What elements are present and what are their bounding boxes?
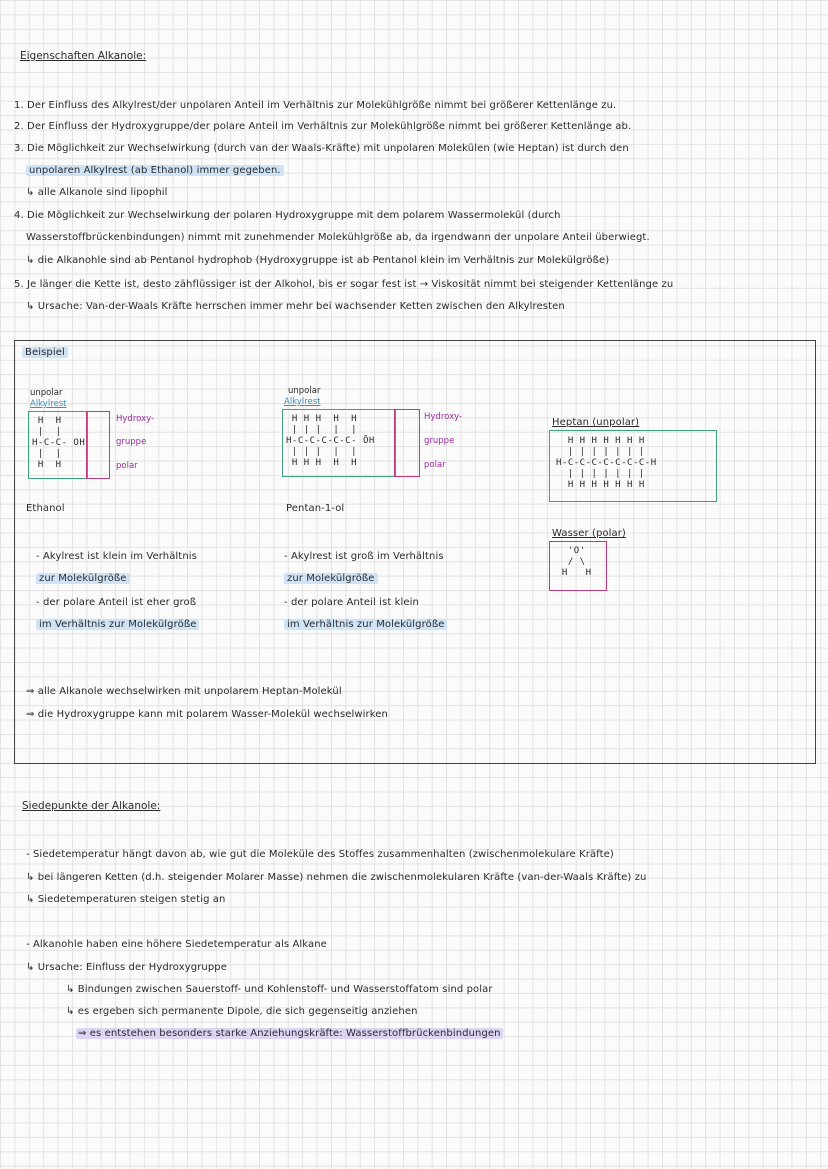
boiling-point-2-polar: ↳ Bindungen zwischen Sauerstoff- und Kohlenstoff- und Wasserstoffatom sind polar [66, 984, 493, 995]
ethanol-unpolar-label: unpolar [30, 388, 63, 398]
point-2: 2. Der Einfluss der Hydroxygruppe/der polare Anteil im Verhältnis zur Molekühlgröße nimmt bei größerer Kettenlänge ab. [14, 121, 632, 132]
boiling-point-2: - Alkanohle haben eine höhere Siedetemperatur als Alkane [26, 939, 327, 950]
point-3: 3. Die Möglichkeit zur Wechselwirkung (durch van der Waals-Kräfte) mit unpolaren Molekülen (wie Heptan) ist durch den [14, 143, 629, 154]
point-3-cont [26, 165, 284, 177]
section-heading-siedepunkte: Siedepunkte der Alkanole: [22, 800, 161, 812]
pentanol-note-4: im Verhältnis zur Molekülgröße [284, 619, 447, 631]
wasser-label: Wasser (polar) [552, 528, 626, 539]
point-3-result: ↳ alle Alkanole sind lipophil [26, 187, 168, 198]
pentanol-hydroxy-label: Hydroxy- [424, 412, 463, 422]
pentanol-note-3: - der polare Anteil ist klein [284, 597, 419, 608]
example-label: Beispiel [22, 347, 68, 359]
heptan-label: Heptan (unpolar) [552, 417, 640, 428]
ethanol-alkylrest-label: Alkylrest [30, 399, 67, 409]
pentanol-hydroxy-box [394, 409, 420, 477]
ethanol-note-1: - Akylrest ist klein im Verhältnis [36, 551, 197, 562]
point-4: 4. Die Möglichkeit zur Wechselwirkung der polaren Hydroxygruppe mit dem polarem Wassermolekül (durch [14, 210, 561, 221]
ethanol-name: Ethanol [26, 503, 65, 514]
ethanol-note-4: im Verhältnis zur Molekülgröße [36, 619, 199, 631]
point-4-result: ↳ die Alkanohle sind ab Pentanol hydrophob (Hydroxygruppe ist ab Pentanol klein im Verhältnis zur Molekülgröße) [26, 255, 610, 266]
boiling-point-2-dipole: ↳ es ergeben sich permanente Dipole, die sich gegenseitig anziehen [66, 1006, 418, 1017]
ethanol-gruppe-label: gruppe [116, 437, 147, 447]
point-3-highlight: unpolaren Alkylrest (ab Ethanol) immer gegeben. [26, 165, 284, 176]
ethanol-hydroxy-label: Hydroxy- [116, 414, 155, 424]
ethanol-polar-label: polar [116, 461, 138, 471]
boiling-point-1-reason: ↳ bei längeren Ketten (d.h. steigender Molarer Masse) nehmen die zwischenmolekularen Kräfte (van-der-Waals Kräfte) zu [26, 872, 647, 883]
ethanol-hydroxy-box [86, 411, 110, 479]
ethanol-note-2: zur Molekülgröße [36, 573, 130, 585]
pentanol-alkylrest-label: Alkylrest [284, 397, 321, 407]
boiling-point-1: - Siedetemperatur hängt davon ab, wie gut die Moleküle des Stoffes zusammenhalten (zwischenmolekulare Kräfte) [26, 849, 614, 860]
pentanol-note-1: - Akylrest ist groß im Verhältnis [284, 551, 444, 562]
pentanol-structure: H H H H H | | | | | H-C-C-C-C-C- ŌH | | | | | H H H H H [286, 414, 375, 468]
heptan-structure: H H H H H H H | | | | | | | H-C-C-C-C-C-C-C-H | | | | | | | H H H H H H H [556, 436, 657, 490]
pentanol-gruppe-label: gruppe [424, 436, 455, 446]
conclusion-1: ⇒ alle Alkanole wechselwirken mit unpolarem Heptan-Molekül [26, 686, 342, 697]
point-1: 1. Der Einfluss des Alkylrest/der unpolaren Anteil im Verhältnis zur Molekühlgröße nimmt bei größerer Kettenlänge zu. [14, 100, 617, 111]
conclusion-2: ⇒ die Hydroxygruppe kann mit polarem Wasser-Molekül wechselwirken [26, 709, 388, 720]
pentanol-name: Pentan-1-ol [286, 503, 345, 514]
point-5: 5. Je länger die Kette ist, desto zähflüssiger ist der Alkohol, bis er sogar fest ist → Viskosität nimmt bei steigender Kettenlänge zu [14, 279, 674, 290]
section-heading-eigenschaften: Eigenschaften Alkanole: [20, 50, 147, 62]
point-5-result: ↳ Ursache: Van-der-Waals Kräfte herrschen immer mehr bei wachsender Ketten zwischen den Alkylresten [26, 301, 565, 312]
boiling-point-2-result: ⇒ es entstehen besonders starke Anziehungskräfte: Wasserstoffbrückenbindungen [78, 1028, 501, 1039]
point-4-cont: Wasserstoffbrückenbindungen) nimmt mit zunehmender Molekühlgröße ab, da irgendwann der unpolare Anteil überwiegt. [26, 232, 650, 243]
wasser-structure: 'O' / \ H H [561, 546, 592, 578]
pentanol-unpolar-label: unpolar [288, 386, 321, 396]
pentanol-note-2: zur Molekülgröße [284, 573, 378, 585]
boiling-point-1-result: ↳ Siedetemperaturen steigen stetig an [26, 894, 226, 905]
boiling-point-2-cause: ↳ Ursache: Einfluss der Hydroxygruppe [26, 962, 227, 973]
ethanol-note-3: - der polare Anteil ist eher groß [36, 597, 197, 608]
ethanol-structure: H H | | H-C-C- OH | | H H [32, 416, 86, 470]
pentanol-polar-label: polar [424, 460, 446, 470]
